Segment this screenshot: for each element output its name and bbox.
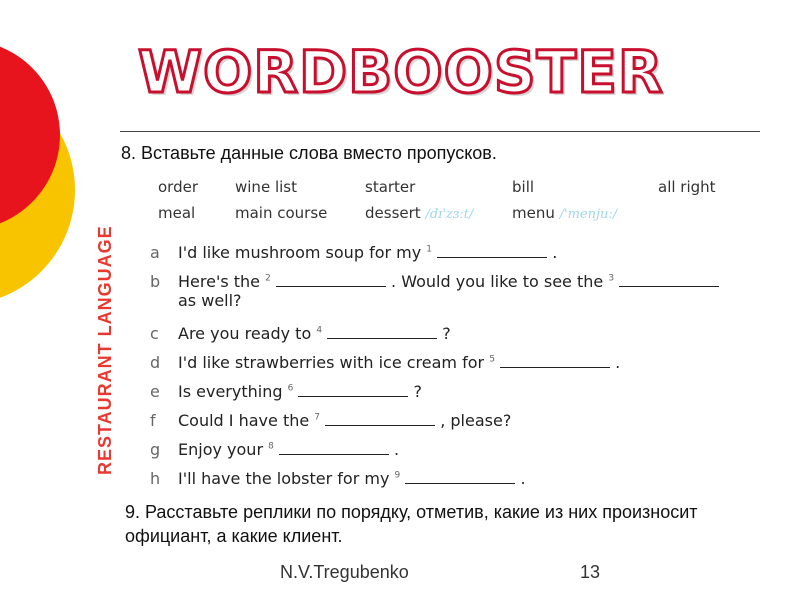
divider	[120, 131, 760, 132]
task-8-instruction: 8. Вставьте данные слова вместо пропусков.	[121, 143, 497, 163]
blank-field[interactable]	[298, 382, 408, 397]
blank-field[interactable]	[500, 353, 610, 368]
word-item: all right	[658, 178, 716, 196]
blank-field[interactable]	[619, 272, 719, 287]
sentence-letter: g	[150, 440, 161, 459]
word-item: order	[158, 178, 198, 196]
blank-field[interactable]	[276, 272, 386, 287]
word-item: starter	[365, 178, 416, 196]
sentence-letter: b	[150, 272, 161, 291]
sentence-letter: h	[150, 469, 161, 488]
sentence-letter: f	[150, 411, 156, 430]
blank-field[interactable]	[437, 243, 547, 258]
page-title: WORDBOOSTER	[138, 38, 664, 106]
blank-field[interactable]	[327, 324, 437, 339]
blank-field[interactable]	[279, 440, 389, 455]
footer-author: N.V.Tregubenko	[280, 562, 409, 582]
word-box	[150, 172, 740, 230]
sentence-letter: a	[150, 243, 160, 262]
side-label: RESTAURANT LANGUAGE	[95, 225, 115, 475]
word-item: menu /'menjuː/	[512, 204, 618, 222]
blank-field[interactable]	[405, 469, 515, 484]
word-pronunciation: /dɪ'zɜːt/	[425, 207, 474, 222]
word-item: bill	[512, 178, 535, 196]
word-item: wine list	[235, 178, 297, 196]
word-pronunciation: /'menjuː/	[559, 207, 618, 222]
sentence-letter: c	[150, 324, 159, 343]
task-9-instruction: 9. Расставьте реплики по порядку, отметив, какие из них произносит официант, а какие клиент.	[125, 502, 698, 546]
word-item: main course	[235, 204, 328, 222]
word-item: dessert /dɪ'zɜːt/	[365, 204, 474, 222]
page-number: 13	[580, 562, 601, 582]
sentence-letter: d	[150, 353, 161, 372]
sentence-letter: e	[150, 382, 160, 401]
word-item: meal	[158, 204, 196, 222]
blank-field[interactable]	[325, 411, 435, 426]
